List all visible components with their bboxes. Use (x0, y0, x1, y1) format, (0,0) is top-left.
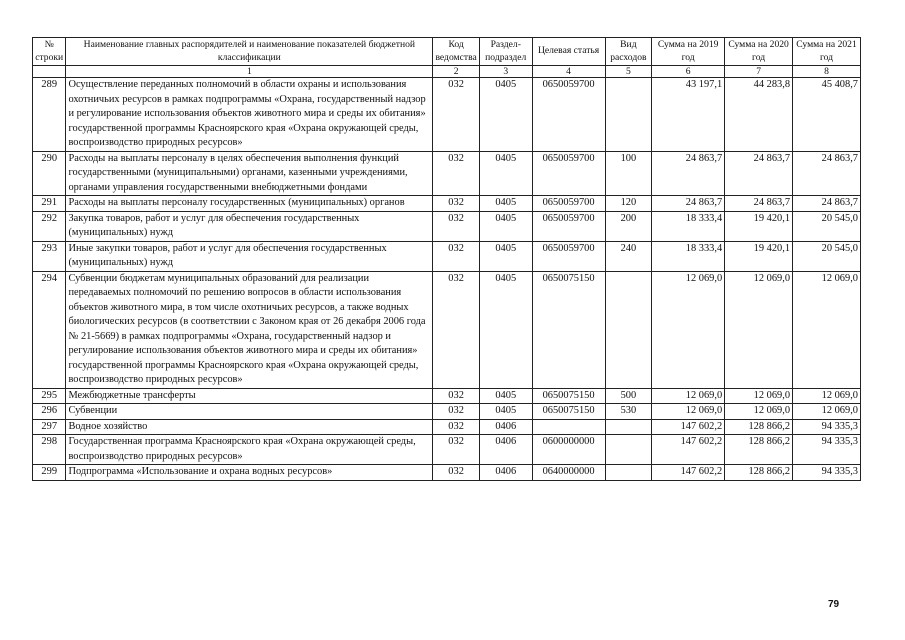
row-number: 293 (33, 241, 66, 271)
target-item: 0650059700 (532, 78, 605, 152)
row-number: 298 (33, 435, 66, 465)
column-number: 2 (433, 66, 480, 78)
sum-2021: 12 069,0 (793, 404, 861, 420)
row-number: 290 (33, 151, 66, 196)
row-number: 297 (33, 419, 66, 435)
sum-2021: 94 335,3 (793, 465, 861, 481)
sum-2019: 12 069,0 (652, 271, 725, 388)
sum-2019: 43 197,1 (652, 78, 725, 152)
sum-2019: 147 602,2 (652, 435, 725, 465)
column-number: 4 (532, 66, 605, 78)
target-item: 0650075150 (532, 404, 605, 420)
sum-2021: 12 069,0 (793, 388, 861, 404)
target-item: 0600000000 (532, 435, 605, 465)
row-name: Закупка товаров, работ и услуг для обеспечения государственных (муниципальных) нужд (66, 211, 433, 241)
sum-2021: 20 545,0 (793, 211, 861, 241)
sum-2020: 19 420,1 (725, 241, 793, 271)
department-code: 032 (433, 388, 480, 404)
sum-2021: 12 069,0 (793, 271, 861, 388)
header-sum-2019: Сумма на 2019 год (652, 38, 725, 66)
department-code: 032 (433, 241, 480, 271)
expense-type (605, 78, 652, 152)
table-row (33, 196, 861, 212)
sum-2019: 147 602,2 (652, 465, 725, 481)
expense-type: 240 (605, 241, 652, 271)
expense-type: 100 (605, 151, 652, 196)
table-row (33, 419, 861, 435)
section-code: 0405 (479, 151, 532, 196)
target-item: 0650059700 (532, 196, 605, 212)
department-code: 032 (433, 211, 480, 241)
row-number: 294 (33, 271, 66, 388)
target-item (532, 419, 605, 435)
sum-2020: 128 866,2 (725, 419, 793, 435)
table-row (33, 465, 861, 481)
department-code: 032 (433, 151, 480, 196)
section-code: 0406 (479, 419, 532, 435)
header-target-item: Целевая статья (532, 38, 605, 66)
table-row (33, 241, 861, 271)
department-code: 032 (433, 465, 480, 481)
sum-2020: 12 069,0 (725, 271, 793, 388)
sum-2021: 94 335,3 (793, 419, 861, 435)
row-number: 289 (33, 78, 66, 152)
sum-2020: 128 866,2 (725, 465, 793, 481)
column-number: 5 (605, 66, 652, 78)
column-number-row (33, 66, 861, 78)
table-row (33, 211, 861, 241)
expense-type (605, 419, 652, 435)
expense-type (605, 435, 652, 465)
department-code: 032 (433, 419, 480, 435)
target-item: 0650059700 (532, 151, 605, 196)
table-row (33, 151, 861, 196)
section-code: 0405 (479, 78, 532, 152)
sum-2019: 24 863,7 (652, 151, 725, 196)
column-number: 6 (652, 66, 725, 78)
sum-2019: 12 069,0 (652, 388, 725, 404)
table-row (33, 271, 861, 388)
column-number: 3 (479, 66, 532, 78)
row-name: Осуществление переданных полномочий в области охраны и использования охотничьих ресурсов в рамках подпрограммы «Охрана, государственный надзор и регулирование использования объектов животного мира и среды их обитания» государственной программы Красноярского края «Охрана окружающей среды, воспроизводство природных ресурсов» (66, 78, 433, 152)
column-number: 8 (793, 66, 861, 78)
department-code: 032 (433, 78, 480, 152)
target-item: 0650075150 (532, 388, 605, 404)
sum-2020: 128 866,2 (725, 435, 793, 465)
expense-type: 200 (605, 211, 652, 241)
section-code: 0405 (479, 211, 532, 241)
row-name: Расходы на выплаты персоналу государственных (муниципальных) органов (66, 196, 433, 212)
sum-2021: 45 408,7 (793, 78, 861, 152)
table-row (33, 435, 861, 465)
header-department-code: Код ведомства (433, 38, 480, 66)
page-number: 79 (828, 599, 840, 610)
row-name: Государственная программа Красноярского края «Охрана окружающей среды, воспроизводство природных ресурсов» (66, 435, 433, 465)
header-sum-2020: Сумма на 2020 год (725, 38, 793, 66)
section-code: 0405 (479, 241, 532, 271)
budget-table (32, 37, 861, 481)
row-name: Расходы на выплаты персоналу в целях обеспечения выполнения функций государственными (муниципальными) органами, казенными учреждениями, органами управления государственными внебюджетными фондами (66, 151, 433, 196)
header-row (33, 38, 861, 66)
column-number (33, 66, 66, 78)
column-number: 7 (725, 66, 793, 78)
expense-type (605, 271, 652, 388)
sum-2020: 44 283,8 (725, 78, 793, 152)
table-row (33, 78, 861, 152)
sum-2019: 18 333,4 (652, 241, 725, 271)
header-name: Наименование главных распорядителей и наименование показателей бюджетной классификации (66, 38, 433, 66)
target-item: 0640000000 (532, 465, 605, 481)
sum-2020: 12 069,0 (725, 388, 793, 404)
row-name: Субвенции (66, 404, 433, 420)
row-name: Водное хозяйство (66, 419, 433, 435)
department-code: 032 (433, 404, 480, 420)
section-code: 0405 (479, 196, 532, 212)
header-row-number: № строки (33, 38, 66, 66)
sum-2021: 24 863,7 (793, 151, 861, 196)
header-sum-2021: Сумма на 2021 год (793, 38, 861, 66)
sum-2021: 24 863,7 (793, 196, 861, 212)
expense-type (605, 465, 652, 481)
table-row (33, 404, 861, 420)
target-item: 0650059700 (532, 211, 605, 241)
target-item: 0650059700 (532, 241, 605, 271)
row-name: Иные закупки товаров, работ и услуг для обеспечения государственных (муниципальных) нужд (66, 241, 433, 271)
section-code: 0406 (479, 465, 532, 481)
header-expense-type: Вид расходов (605, 38, 652, 66)
section-code: 0406 (479, 435, 532, 465)
expense-type: 530 (605, 404, 652, 420)
department-code: 032 (433, 435, 480, 465)
section-code: 0405 (479, 404, 532, 420)
row-name: Субвенции бюджетам муниципальных образований для реализации передаваемых полномочий по решению вопросов в области использования объектов животного мира, в том числе охотничьих ресурсов, а также водных биологических ресурсов (в соответствии с Законом края от 26 декабря 2006 года № 21-5669) в рамках подпрограммы «Охрана, государственный надзор и регулирование использования объектов животного мира и среды их обитания» государственной программы Красноярского края «Охрана окружающей среды, воспроизводство природных ресурсов» (66, 271, 433, 388)
column-number: 1 (66, 66, 433, 78)
sum-2019: 147 602,2 (652, 419, 725, 435)
row-number: 299 (33, 465, 66, 481)
row-number: 292 (33, 211, 66, 241)
sum-2020: 19 420,1 (725, 211, 793, 241)
section-code: 0405 (479, 388, 532, 404)
expense-type: 500 (605, 388, 652, 404)
sum-2019: 24 863,7 (652, 196, 725, 212)
row-number: 291 (33, 196, 66, 212)
sum-2020: 24 863,7 (725, 151, 793, 196)
sum-2021: 20 545,0 (793, 241, 861, 271)
row-number: 296 (33, 404, 66, 420)
department-code: 032 (433, 271, 480, 388)
department-code: 032 (433, 196, 480, 212)
sum-2021: 94 335,3 (793, 435, 861, 465)
row-name: Межбюджетные трансферты (66, 388, 433, 404)
sum-2020: 12 069,0 (725, 404, 793, 420)
row-number: 295 (33, 388, 66, 404)
table-row (33, 388, 861, 404)
header-section: Раздел-подраздел (479, 38, 532, 66)
section-code: 0405 (479, 271, 532, 388)
row-name: Подпрограмма «Использование и охрана водных ресурсов» (66, 465, 433, 481)
expense-type: 120 (605, 196, 652, 212)
sum-2020: 24 863,7 (725, 196, 793, 212)
sum-2019: 12 069,0 (652, 404, 725, 420)
sum-2019: 18 333,4 (652, 211, 725, 241)
target-item: 0650075150 (532, 271, 605, 388)
